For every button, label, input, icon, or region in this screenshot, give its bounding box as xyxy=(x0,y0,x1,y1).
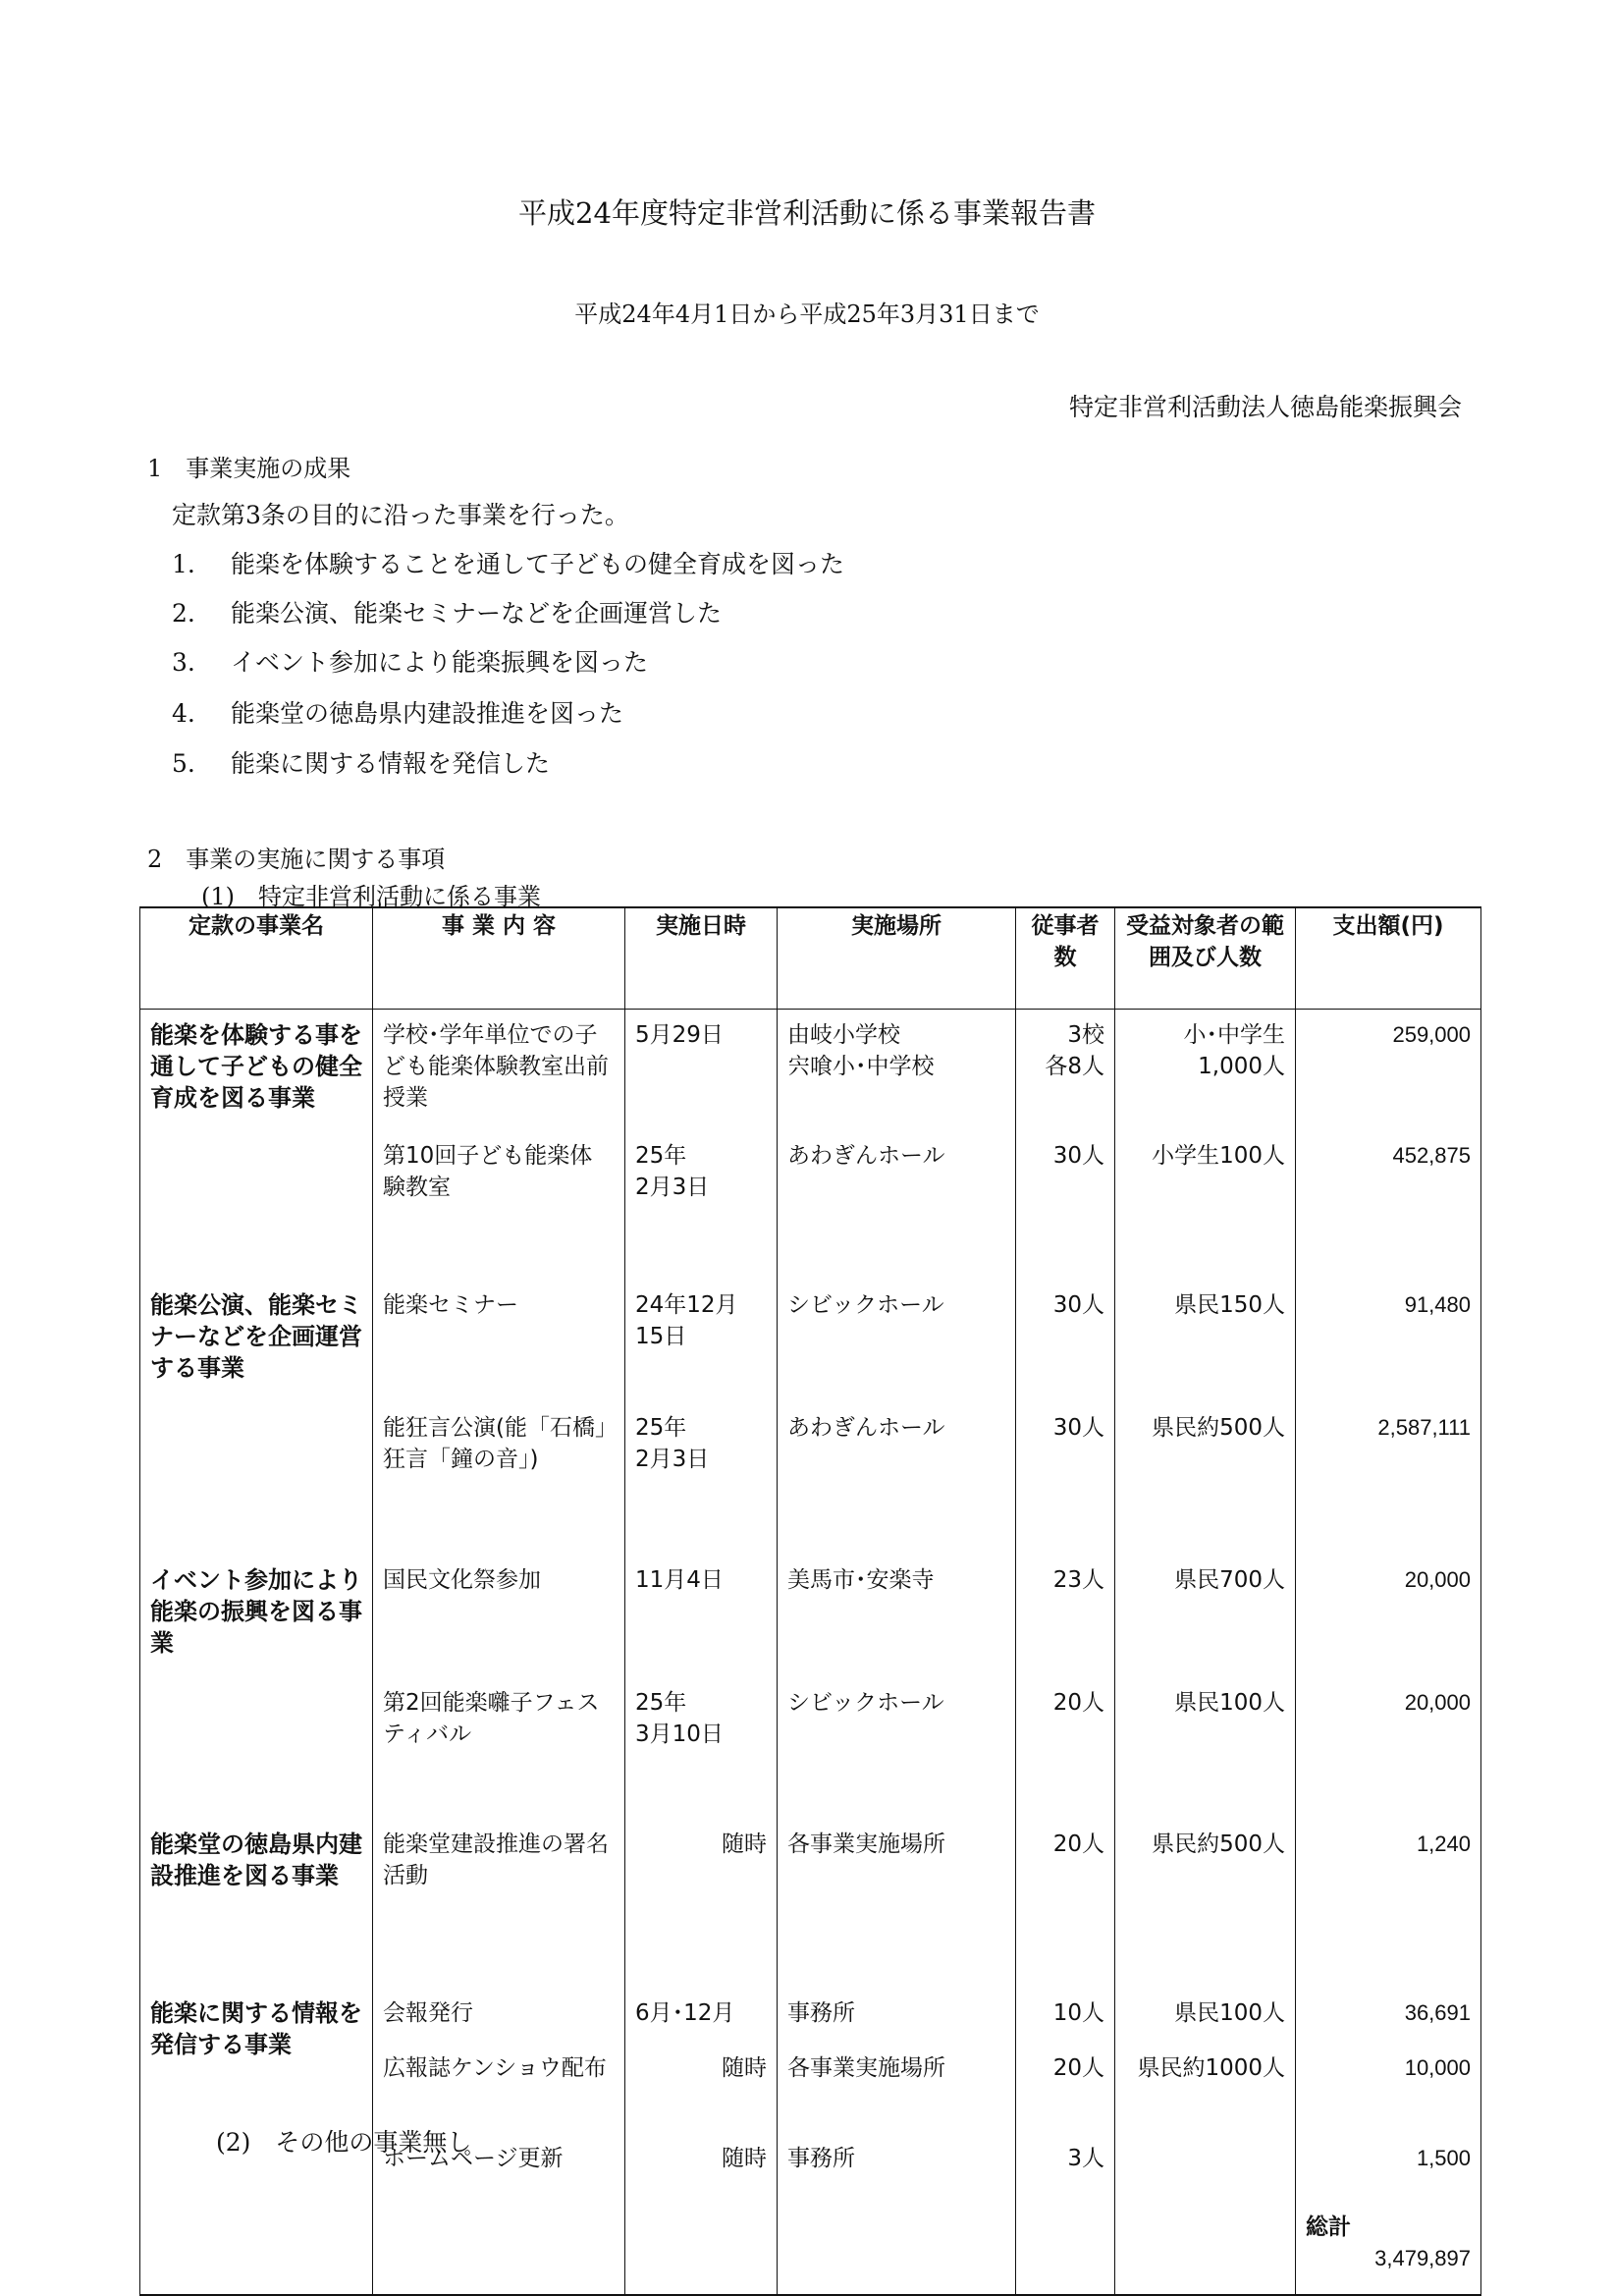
amount-cell: 2,587,111 xyxy=(1296,1412,1481,1537)
amount-cell: 452,875 xyxy=(1296,1140,1481,1262)
target-cell: 県民150人 xyxy=(1115,1262,1296,1412)
header-date: 実施日時 xyxy=(625,907,778,1010)
table-row xyxy=(140,1970,1481,2052)
achievement-item xyxy=(172,744,550,780)
table-row xyxy=(140,1801,1481,1970)
content-cell: 第10回子ども能楽体験教室 xyxy=(373,1140,625,1262)
place-cell: 由岐小学校 宍喰小･中学校 xyxy=(778,1010,1016,1141)
total-label: 総計 xyxy=(1306,2214,1351,2240)
staff-cell: 30人 xyxy=(1016,1412,1115,1537)
place-cell: あわぎんホール xyxy=(778,1412,1016,1537)
project-category-cell: イベント参加により能楽の振興を図る事業 xyxy=(140,1537,373,1801)
empty-cell xyxy=(1016,2208,1115,2295)
place-cell: シビックホール xyxy=(778,1262,1016,1412)
staff-cell: 20人 xyxy=(1016,1687,1115,1801)
section1-intro: 定款第3条の目的に沿った事業を行った。 xyxy=(172,501,629,529)
place-cell: 事務所 xyxy=(778,2143,1016,2208)
content-cell: 広報誌ケンショウ配布 xyxy=(373,2052,625,2143)
header-amount: 支出額(円) xyxy=(1296,907,1481,1010)
date-cell: 25年 2月3日 xyxy=(625,1412,778,1537)
content-cell: 能楽セミナー xyxy=(373,1262,625,1412)
organization-name: 特定非営利活動法人徳島能楽振興会 xyxy=(1068,393,1462,421)
empty-cell xyxy=(140,2208,373,2295)
project-category-cell: 能楽公演、能楽セミナーなどを企画運営する事業 xyxy=(140,1262,373,1537)
section2-subheading: (1) 特定非営利活動に係る事業 xyxy=(201,883,541,910)
date-cell: 24年12月 15日 xyxy=(625,1262,778,1412)
staff-cell: 20人 xyxy=(1016,2052,1115,2143)
header-place: 実施場所 xyxy=(778,907,1016,1010)
item-text: イベント参加により能楽振興を図った xyxy=(231,648,649,677)
section1-heading: 1 事業実施の成果 xyxy=(147,455,351,482)
target-cell: 県民約1000人 xyxy=(1115,2052,1296,2143)
item-number: 2. xyxy=(172,599,195,628)
achievement-item xyxy=(172,694,623,730)
amount-cell: 1,500 xyxy=(1296,2143,1481,2208)
empty-cell xyxy=(778,2208,1016,2295)
content-cell: 能狂言公演(能「石橋」狂言「鐘の音」) xyxy=(373,1412,625,1537)
place-cell: あわぎんホール xyxy=(778,1140,1016,1262)
empty-cell xyxy=(373,2208,625,2295)
amount-cell: 20,000 xyxy=(1296,1537,1481,1687)
amount-cell: 91,480 xyxy=(1296,1262,1481,1412)
header-staff: 従事者数 xyxy=(1016,907,1115,1010)
amount-cell: 10,000 xyxy=(1296,2052,1481,2143)
item-number: 3. xyxy=(172,648,195,677)
table-body xyxy=(140,1010,1481,2296)
amount-cell: 20,000 xyxy=(1296,1687,1481,1801)
report-period: 平成24年4月1日から平成25年3月31日まで xyxy=(574,301,1040,328)
target-cell: 小学生100人 xyxy=(1115,1140,1296,1262)
target-cell: 小･中学生 1,000人 xyxy=(1115,1010,1296,1141)
content-cell: ホームページ更新 xyxy=(373,2143,625,2208)
empty-cell xyxy=(625,2208,778,2295)
item-text: 能楽公演、能楽セミナーなどを企画運営した xyxy=(231,599,723,628)
table-row xyxy=(140,1537,1481,1687)
section2-heading: 2 事業の実施に関する事項 xyxy=(147,846,446,873)
date-cell: 随時 xyxy=(625,2052,778,2143)
amount-cell: 36,691 xyxy=(1296,1970,1481,2052)
target-cell xyxy=(1115,2143,1296,2208)
content-cell: 学校･学年単位での子ども能楽体験教室出前授業 xyxy=(373,1010,625,1141)
total-row xyxy=(140,2208,1481,2295)
staff-cell: 23人 xyxy=(1016,1537,1115,1687)
amount-cell: 259,000 xyxy=(1296,1010,1481,1141)
place-cell: 事務所 xyxy=(778,1970,1016,2052)
table-row xyxy=(140,1262,1481,1412)
achievement-item xyxy=(172,545,844,580)
header-target: 受益対象者の範囲及び人数 xyxy=(1115,907,1296,1010)
staff-cell: 3校 各8人 xyxy=(1016,1010,1115,1141)
staff-cell: 20人 xyxy=(1016,1801,1115,1970)
table-header-row xyxy=(140,907,1481,1010)
staff-cell: 30人 xyxy=(1016,1140,1115,1262)
header-content: 事 業 内 容 xyxy=(373,907,625,1010)
content-cell: 能楽堂建設推進の署名活動 xyxy=(373,1801,625,1970)
total-cell xyxy=(1296,2208,1481,2295)
staff-cell: 3人 xyxy=(1016,2143,1115,2208)
table-row xyxy=(140,1010,1481,1141)
item-text: 能楽堂の徳島県内建設推進を図った xyxy=(231,699,624,728)
item-number: 4. xyxy=(172,699,195,728)
empty-cell xyxy=(1115,2208,1296,2295)
achievement-item xyxy=(172,643,648,679)
item-number: 5. xyxy=(172,749,195,778)
staff-cell: 30人 xyxy=(1016,1262,1115,1412)
staff-cell: 10人 xyxy=(1016,1970,1115,2052)
target-cell: 県民約500人 xyxy=(1115,1412,1296,1537)
content-cell: 会報発行 xyxy=(373,1970,625,2052)
target-cell: 県民100人 xyxy=(1115,1687,1296,1801)
date-cell: 5月29日 xyxy=(625,1010,778,1141)
amount-cell: 1,240 xyxy=(1296,1801,1481,1970)
project-category-cell: 能楽に関する情報を発信する事業 xyxy=(140,1970,373,2208)
content-cell: 第2回能楽囃子フェスティバル xyxy=(373,1687,625,1801)
date-cell: 25年 2月3日 xyxy=(625,1140,778,1262)
project-category-cell: 能楽を体験する事を通して子どもの健全育成を図る事業 xyxy=(140,1010,373,1263)
item-text: 能楽を体験することを通して子どもの健全育成を図った xyxy=(231,550,845,578)
place-cell: 美馬市･安楽寺 xyxy=(778,1537,1016,1687)
target-cell: 県民100人 xyxy=(1115,1970,1296,2052)
other-projects-note: (2) その他の事業無し xyxy=(216,2128,472,2157)
place-cell: シビックホール xyxy=(778,1687,1016,1801)
content-cell: 国民文化祭参加 xyxy=(373,1537,625,1687)
activities-table xyxy=(139,906,1481,2296)
achievement-item xyxy=(172,594,722,629)
total-amount: 3,479,897 xyxy=(1374,2246,1471,2270)
date-cell: 11月4日 xyxy=(625,1537,778,1687)
place-cell: 各事業実施場所 xyxy=(778,1801,1016,1970)
project-category-cell: 能楽堂の徳島県内建設推進を図る事業 xyxy=(140,1801,373,1970)
document-title: 平成24年度特定非営利活動に係る事業報告書 xyxy=(518,196,1096,230)
date-cell: 25年 3月10日 xyxy=(625,1687,778,1801)
date-cell: 随時 xyxy=(625,1801,778,1970)
header-name: 定款の事業名 xyxy=(140,907,373,1010)
target-cell: 県民700人 xyxy=(1115,1537,1296,1687)
date-cell: 6月･12月 xyxy=(625,1970,778,2052)
date-cell: 随時 xyxy=(625,2143,778,2208)
place-cell: 各事業実施場所 xyxy=(778,2052,1016,2143)
target-cell: 県民約500人 xyxy=(1115,1801,1296,1970)
item-text: 能楽に関する情報を発信した xyxy=(231,749,551,778)
item-number: 1. xyxy=(172,550,195,578)
